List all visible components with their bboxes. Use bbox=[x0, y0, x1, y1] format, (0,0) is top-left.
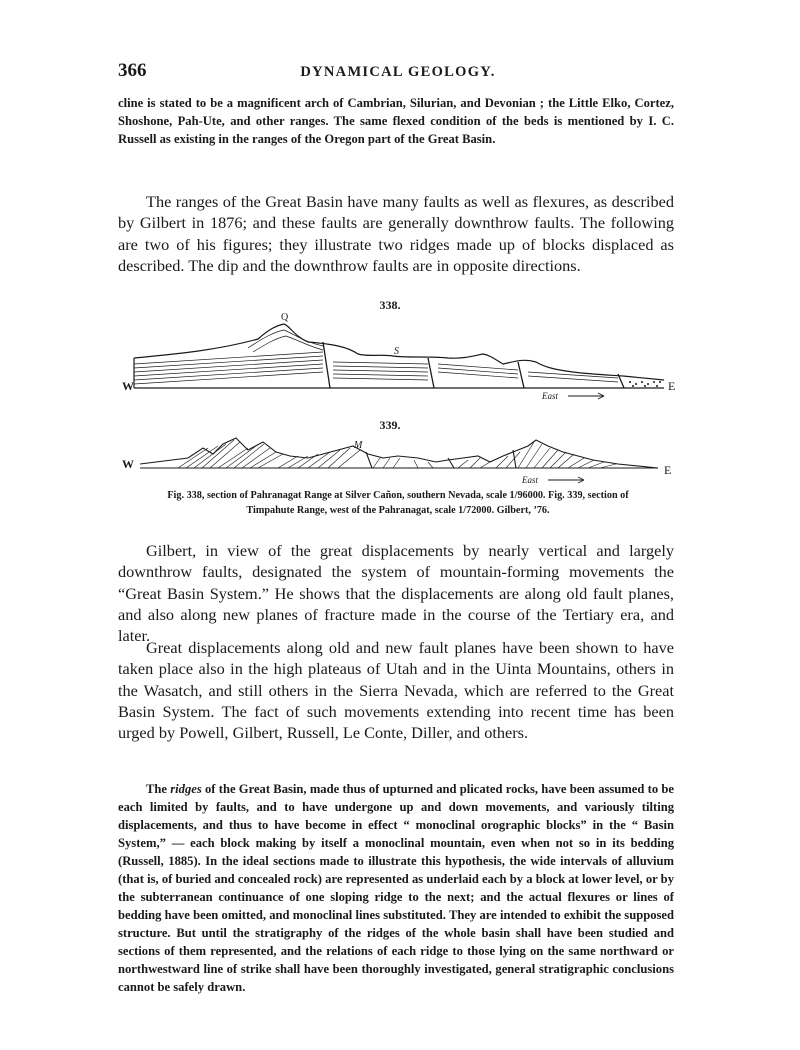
ridges-text-after: of the Great Basin, made thus of upturned and plicated rocks, have been assumed to be each limited by faults, and to have undergone up and down movements, and variously tilting displacements, and thus to have become in effect “ monoclinal orographic blocks” in the “ Basin System,” — each block making by itself a monoclinal mountain, even when not so in its bedding (Russell, 1885). In the ideal sections made to illustrate this hypothesis, the wide intervals of alluvium (that is, of buried and concealed rock) are represented as underlaid each by a block at lower level, or by the subterranean continuance of one sloping ridge to the next; and the actual flexures or lines of bedding have been omitted, and monoclinal lines substituted. They are intended to exhibit the supposed structure. But until the stratigraphy of the ridges of the whole basin shall have been studied and sections of them represented, and the relations of each ridge to those lying on the same northward or northwestward line of strike shall have been thoroughly investigated, general stratigraphic conclusions cannot be safely drawn. bbox=[118, 782, 674, 994]
ridges-emphasis: ridges bbox=[170, 782, 202, 796]
figure-339-direction-label: East bbox=[522, 475, 539, 485]
figure-339-section bbox=[118, 432, 678, 488]
figure-339-east-label: E bbox=[664, 463, 672, 477]
paragraph-continuation: cline is stated to be a magnificent arch of Cambrian, Silurian, and Devonian ; the Little Elko, Cortez, Shoshone, Pah-Ute, and other ranges. The same flexed condition of the beds is mentioned by I. C. Russell as existing in the ranges of the Oregon part of the Great Basin. bbox=[118, 96, 674, 146]
figure-339-m-label: M bbox=[354, 440, 363, 451]
ridges-text-before: The bbox=[146, 782, 171, 796]
figure-caption-line-2: Timpahute Range, west of the Pahranagat, scale 1/72000. Gilbert, ’76. bbox=[246, 505, 550, 516]
figure-339-number: 339. bbox=[379, 418, 401, 432]
page-header bbox=[118, 60, 678, 86]
paragraph-great-basin-system: Gilbert, in view of the great displacements by nearly vertical and largely downthrow faults, designated the system of mountain-forming movements the “Great Basin System.” He shows that the displacements are along old fault planes, and also along new planes of fracture made in the course of the Tertiary era, and later. bbox=[118, 541, 674, 646]
paragraph-faults-flexures: The ranges of the Great Basin have many faults as well as flexures, as described by Gilbert in 1876; and these faults are generally downthrow faults. The following are two of his figures; they illustrate two ridges made up of blocks displaced as described. The dip and the downthrow faults are in opposite directions. bbox=[118, 192, 674, 275]
figure-339-west-label: W bbox=[122, 457, 134, 471]
running-title: DYNAMICAL GEOLOGY. bbox=[300, 64, 496, 80]
figure-caption bbox=[118, 488, 678, 518]
page-number: 366 bbox=[118, 60, 147, 81]
figure-338-direction-label: East bbox=[542, 391, 559, 401]
figure-338-s-label: S bbox=[394, 346, 399, 357]
figure-338-section bbox=[118, 312, 678, 404]
figure-caption-line-1: Fig. 338, section of Pahranagat Range at Silver Cañon, southern Nevada, scale 1/96000. Fig. 339, section of bbox=[167, 490, 629, 501]
figure-338-west-label: W bbox=[122, 379, 134, 393]
figure-338-east-label: E bbox=[668, 379, 676, 393]
figure-338-q-label: Q bbox=[281, 312, 289, 323]
paragraph-displacements: Great displacements along old and new fault planes have been shown to have taken place also in the high plateaus of Utah and in the Uinta Mountains, others in the Wasatch, and still others in the Sierra Nevada, which are referred to the Great Basin System. The fact of such movements extending into recent time has been urged by Powell, Gilbert, Russell, Le Conte, Diller, and others. bbox=[118, 638, 674, 743]
paragraph-ridges bbox=[118, 780, 674, 996]
figure-338-number: 338. bbox=[379, 298, 401, 312]
